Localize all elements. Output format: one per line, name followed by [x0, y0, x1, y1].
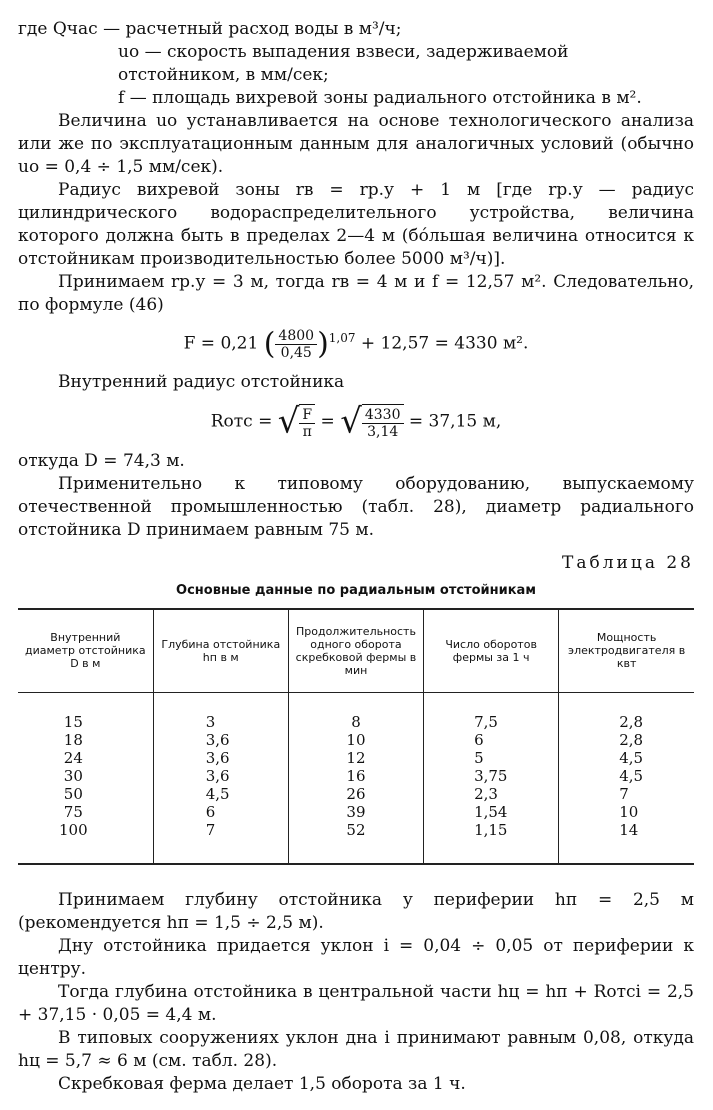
cell-depth: 3,6	[153, 767, 288, 785]
table-title: Основные данные по радиальным отстойникам	[176, 582, 536, 598]
paragraph-periphery-depth: Принимаем глубину отстойника у периферии hп = 2,5 м (рекомендуется hп = 1,5 ÷ 2,5 м).	[18, 889, 694, 933]
cell-diameter: 30	[63, 766, 83, 785]
cell-duration: 10	[288, 731, 423, 749]
paragraph-slope: Дну отстойника придается уклон i = 0,04 ÷ 0,05 от периферии к центру.	[18, 935, 694, 979]
table-row	[18, 749, 694, 767]
paragraph-accept-radius: Принимаем rр.у = 3 м, тогда rв = 4 м и f = 12,57 м². Следовательно, по формуле (46)	[18, 272, 694, 315]
cell-revolutions: 1,15	[424, 821, 559, 864]
table-row	[18, 767, 694, 785]
cell-duration: 39	[288, 803, 423, 821]
paragraph-velocity: Величина uо устанавливается на основе технологического анализа или же по эксплуатационным данным для аналогичных условий (обычно uо = 0,4 ÷ 1,5 мм/сек).	[18, 111, 694, 177]
text-after-table	[18, 889, 694, 1096]
cell-diameter: 75	[63, 802, 83, 821]
cell-revolutions: 3,75	[424, 767, 559, 785]
table-header-row	[18, 609, 694, 693]
sqrt-sign-icon: √	[277, 401, 300, 442]
paragraph-inner-radius: Внутренний радиус отстойника	[58, 371, 345, 392]
cell-duration: 26	[288, 785, 423, 803]
table-row	[18, 731, 694, 749]
cell-depth: 3,6	[153, 731, 288, 749]
table-row	[18, 821, 694, 864]
cell-diameter: 50	[63, 784, 83, 803]
paragraph-equipment: Применительно к типовому оборудованию, выпускаемому отечественной промышленностью (табл. 28), диаметр радиального отстойника D принимаем равным 75 м.	[18, 473, 694, 540]
formula-radius-fraction-2	[362, 407, 404, 440]
formula-radius-eq: =	[320, 411, 335, 432]
cell-revolutions: 5	[424, 749, 559, 767]
cell-power: 10	[559, 803, 694, 821]
paragraph-vortex-radius: Радиус вихревой зоны rв = rр.у + 1 м [где rр.у — радиус цилиндрического водораспределительного устройства, величина которого должна быть в пределах 2—4 м (бóльшая величина относится к отстойникам производительностью более 5000 м³/ч)].	[18, 180, 694, 269]
formula-area-exponent: 1,07	[328, 331, 356, 345]
cell-diameter: 18	[63, 730, 83, 749]
formula-radius-den-2: 3,14	[367, 423, 399, 440]
header-diameter: Внутренний диаметр отстойника D в м	[18, 609, 153, 693]
table-row	[18, 692, 694, 731]
definition-f: f — площадь вихревой зоны радиального отстойника в м².	[118, 88, 642, 108]
table-row	[18, 803, 694, 821]
table-number: Таблица 28	[562, 552, 694, 573]
cell-depth: 3,6	[153, 749, 288, 767]
cell-depth: 4,5	[153, 785, 288, 803]
formula-area-lhs: F = 0,21	[183, 333, 259, 354]
formula-area-close-paren: )	[317, 326, 329, 362]
cell-duration: 12	[288, 749, 423, 767]
paragraph-scraper: Скребковая ферма делает 1,5 оборота за 1 ч.	[58, 1073, 466, 1094]
formula-radius-sqrt-2	[340, 401, 403, 442]
cell-power: 2,8	[559, 731, 694, 749]
definition-u: uо — скорость выпадения взвеси, задерживаемой отстойником, в мм/сек;	[118, 42, 569, 85]
header-revolutions: Число оборотов фермы за 1 ч	[424, 609, 559, 693]
cell-revolutions: 1,54	[424, 803, 559, 821]
table-row	[18, 785, 694, 803]
cell-power: 14	[559, 821, 694, 864]
symbol-definitions	[18, 18, 694, 110]
cell-diameter: 24	[63, 748, 83, 767]
paragraph-center-depth: Тогда глубина отстойника в центральной части hц = hп + Rотсi = 2,5 + 37,15 · 0,05 = 4,4 м.	[18, 981, 694, 1025]
formula-radius-lhs: Rотс =	[210, 411, 273, 432]
formula-radius	[18, 401, 694, 442]
cell-depth: 7	[153, 821, 288, 864]
formula-radius-sqrt-1	[277, 401, 315, 442]
formula-radius-num-1: F	[299, 407, 315, 424]
cell-revolutions: 7,5	[424, 692, 559, 731]
cell-revolutions: 2,3	[424, 785, 559, 803]
formula-radius-num-2: 4330	[362, 407, 404, 424]
cell-duration: 8	[288, 692, 423, 731]
formula-area-denominator: 0,45	[280, 344, 312, 361]
formula-area-open-paren: (	[263, 326, 276, 362]
cell-power: 4,5	[559, 767, 694, 785]
sqrt-sign-icon: √	[340, 401, 362, 442]
definition-q: где Qчас — расчетный расход воды в м³/ч;	[18, 19, 402, 39]
formula-area	[18, 327, 694, 361]
cell-power: 7	[559, 785, 694, 803]
cell-duration: 16	[288, 767, 423, 785]
cell-diameter: 15	[63, 712, 83, 731]
formula-radius-rhs: = 37,15 м,	[408, 411, 502, 432]
paragraph-typical-slope: В типовых сооружениях уклон дна i принимают равным 0,08, откуда hц = 5,7 ≈ 6 м (см. табл. 28).	[18, 1027, 694, 1071]
formula-radius-den-1: π	[302, 423, 312, 440]
cell-duration: 52	[288, 821, 423, 864]
header-power: Мощность электродвигателя в квт	[559, 609, 694, 693]
cell-depth: 3	[153, 692, 288, 731]
formula-radius-fraction-1	[299, 407, 315, 440]
cell-diameter: 100	[18, 821, 153, 864]
formula-area-numerator: 4800	[275, 328, 317, 345]
cell-revolutions: 6	[424, 731, 559, 749]
paragraph-diameter: откуда D = 74,3 м.	[18, 450, 185, 471]
header-duration: Продолжительность одного оборота скребковой фермы в мин	[288, 609, 423, 693]
header-depth: Глубина отстойника hп в м	[153, 609, 288, 693]
cell-power: 2,8	[559, 692, 694, 731]
cell-power: 4,5	[559, 749, 694, 767]
formula-area-rhs: + 12,57 = 4330 м².	[360, 333, 529, 354]
settler-data-table	[18, 608, 694, 865]
formula-area-fraction	[275, 328, 317, 361]
cell-depth: 6	[153, 803, 288, 821]
document-page	[18, 18, 694, 1096]
